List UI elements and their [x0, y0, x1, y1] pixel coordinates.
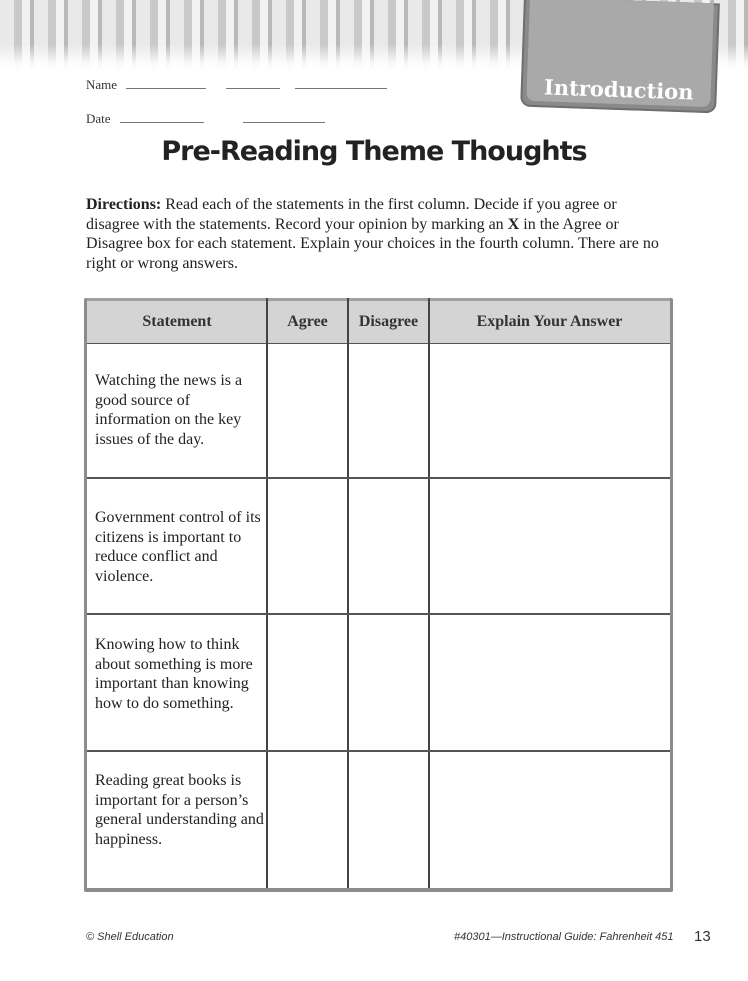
row-divider	[87, 750, 670, 752]
footer-guide-title: #40301—Instructional Guide: Fahrenheit 451	[454, 931, 674, 943]
directions-label: Directions:	[86, 196, 162, 213]
name-label: Name	[86, 77, 118, 92]
footer-publisher: © Shell Education	[86, 931, 174, 943]
directions-text-2: in the Agree or Disagree box for each statement. Explain your choices in the fourth column. There are no right or wrong answers.	[86, 215, 659, 272]
row-divider	[87, 613, 670, 615]
table-header	[87, 298, 670, 344]
header-disagree: Disagree	[358, 313, 419, 330]
date-label: Date	[86, 111, 111, 126]
section-tab-label: Introduction	[543, 74, 694, 105]
page-number: 13	[694, 928, 711, 945]
header-agree: Agree	[287, 313, 328, 330]
directions-paragraph	[86, 195, 666, 273]
date-field[interactable]	[86, 111, 325, 127]
directions-text-1: Read each of the statements in the first column. Decide if you agree or disagree with the statements. Record your opinion by marking an	[86, 196, 617, 233]
statement-4: Reading great books is important for a person’s general understanding and happiness.	[95, 772, 264, 848]
name-field[interactable]	[86, 77, 387, 93]
column-divider	[266, 298, 268, 888]
statement-2: Government control of its citizens is important to reduce conflict and violence.	[95, 509, 261, 585]
section-tab	[520, 0, 720, 113]
statement-3: Knowing how to think about something is more important than knowing how to do something.	[95, 636, 253, 712]
column-divider	[347, 298, 349, 888]
directions-emphasis: X	[507, 215, 520, 233]
statement-1: Watching the news is a good source of information on the key issues of the day.	[95, 372, 243, 448]
row-divider	[87, 477, 670, 479]
page-title: Pre-Reading Theme Thoughts	[161, 136, 587, 167]
header-statement: Statement	[142, 313, 212, 330]
opinion-table	[84, 298, 673, 892]
header-explain: Explain Your Answer	[476, 313, 623, 330]
column-divider	[428, 298, 430, 888]
